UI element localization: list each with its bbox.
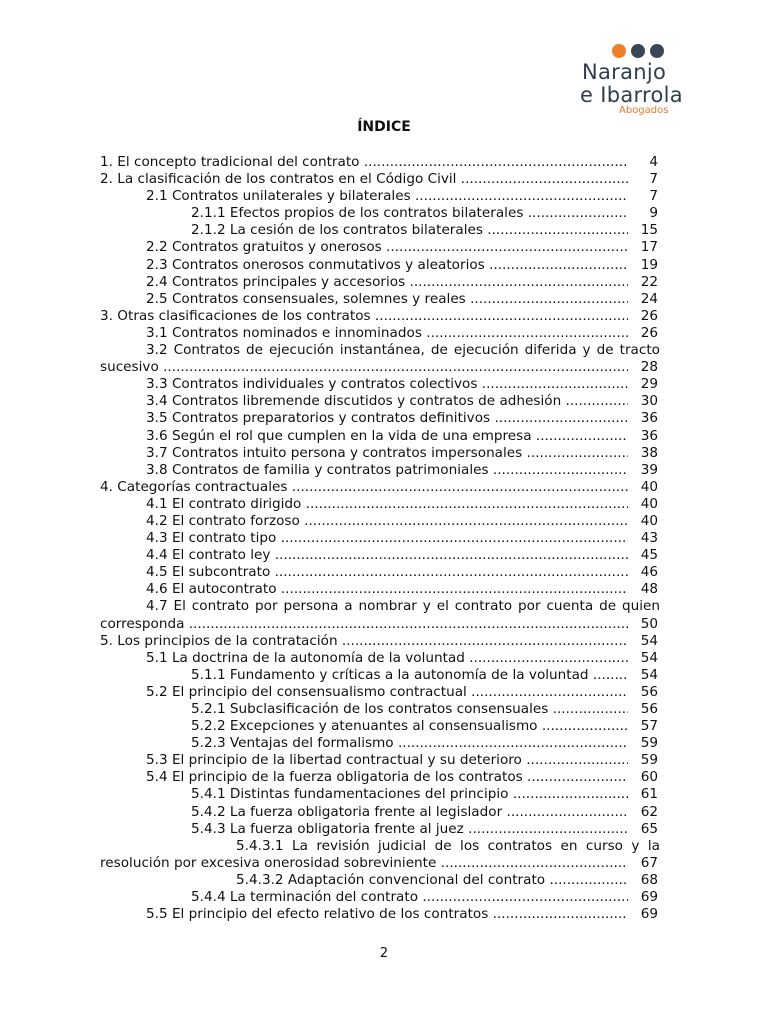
toc-entry[interactable] [100,804,660,821]
toc-entry-page: 38 [640,444,658,461]
toc-entry-line: 3.2 Contratos de ejecución instantánea, de ejecución diferida y de tracto [146,342,660,359]
toc-entry-page: 26 [640,324,658,341]
toc-entry[interactable] [100,530,660,547]
toc-entry-page: 17 [640,239,658,256]
toc-entry[interactable] [100,205,660,222]
toc-entry-text: 4.4 El contrato ley ..... [146,547,628,564]
toc-entry[interactable] [100,735,660,752]
toc-entry-text: 3.5 Contratos preparatorios y contratos definitivos ..... [146,410,628,427]
toc-entry-text: 3.6 Según el rol que cumplen en la vida de una empresa ..... [146,428,628,445]
toc-entry-page: 40 [640,478,658,495]
toc-entry-text: 2.1.2 La cesión de los contratos bilaterales ..... [191,222,628,239]
toc-entry[interactable] [100,718,660,735]
toc-entry-text: 4.6 El autocontrato ..... [146,581,628,598]
toc-entry-text: resolución por excesiva onerosidad sobreviniente ..... [100,855,628,872]
toc-entry-line: 5.4.3.1 La revisión judicial de los contratos en curso y la [236,837,660,854]
page-number: 2 [379,946,389,961]
toc-entry[interactable] [100,171,660,188]
toc-entry[interactable] [100,445,660,462]
toc-entry-text: corresponda ..... [100,616,628,633]
toc-entry-page: 22 [640,273,658,290]
toc-entry[interactable] [100,872,660,889]
toc-entry-page: 29 [640,376,658,393]
toc-entry[interactable] [100,633,660,650]
toc-entry-text: 5.4.3 La fuerza obligatoria frente al juez ..... [191,821,628,838]
toc-entry[interactable] [100,855,660,872]
toc-entry[interactable] [100,496,660,513]
toc-entry-text: 5.5 El principio del efecto relativo de los contratos ..... [146,906,628,923]
toc-entry[interactable] [100,564,660,581]
toc-entry-page: 40 [640,495,658,512]
toc-entry-page: 46 [640,564,658,581]
toc-entry-text: 4.5 El subcontrato ..... [146,564,628,581]
toc-entry[interactable] [100,547,660,564]
toc-entry[interactable] [100,222,660,239]
page-title: ÍNDICE [357,119,411,135]
toc-entry-text: 5.2 El principio del consensualismo contractual ..... [146,684,628,701]
table-of-contents [100,154,660,923]
toc-entry-text: 2.3 Contratos onerosos conmutativos y aleatorios ..... [146,257,628,274]
toc-entry-page: 60 [640,769,658,786]
toc-entry-page: 67 [640,854,658,871]
toc-entry-page: 36 [640,410,658,427]
toc-entry-page: 7 [649,188,658,205]
toc-entry-page: 62 [640,803,658,820]
toc-entry-text: 4.2 El contrato forzoso ..... [146,513,628,530]
toc-entry-page: 54 [640,649,658,666]
toc-entry[interactable] [100,667,660,684]
toc-entry-page: 65 [640,820,658,837]
toc-entry-text: sucesivo ..... [100,359,628,376]
toc-entry-text: 3.7 Contratos intuito persona y contratos impersonales ..... [146,445,628,462]
toc-entry-text: 5.2.3 Ventajas del formalismo ..... [191,735,628,752]
toc-entry-text: 5. Los principios de la contratación ..... [100,633,628,650]
toc-entry-text: 5.1 La doctrina de la autonomía de la voluntad ..... [146,650,628,667]
toc-entry-page: 4 [649,154,658,170]
toc-entry[interactable] [100,786,660,803]
logo-dots [612,44,700,58]
toc-entry-page: 69 [640,906,658,923]
toc-entry[interactable] [100,821,660,838]
toc-entry-page: 15 [640,222,658,239]
toc-entry[interactable] [100,154,660,171]
logo-name-line1: Naranjo [582,60,667,84]
logo-dot-dark [650,44,664,58]
toc-entry-text: 5.2.2 Excepciones y atenuantes al consensualismo ..... [191,718,628,735]
toc-entry-text: 2.5 Contratos consensuales, solemnes y reales ..... [146,291,628,308]
toc-entry[interactable] [100,906,660,923]
toc-entry[interactable] [100,701,660,718]
logo-name-line2: e Ibarrola [580,83,683,107]
toc-entry-page: 9 [649,205,658,222]
toc-entry-text: 2. La clasificación de los contratos en el Código Civil ..... [100,171,628,188]
toc-entry[interactable] [100,291,660,308]
toc-entry[interactable] [100,274,660,291]
toc-entry[interactable] [100,581,660,598]
toc-entry-page: 54 [640,632,658,649]
toc-entry-page: 28 [640,359,658,376]
toc-entry-text: 3.1 Contratos nominados e innominados ..... [146,325,628,342]
toc-entry-text: 5.4.3.2 Adaptación convencional del contrato ..... [236,872,628,889]
toc-entry-page: 30 [640,393,658,410]
toc-entry-text: 1. El concepto tradicional del contrato ..... [100,154,628,171]
toc-entry[interactable] [100,889,660,906]
toc-entry[interactable] [100,376,660,393]
toc-entry-page: 39 [640,461,658,478]
toc-entry[interactable] [100,479,660,496]
toc-entry[interactable] [100,393,660,410]
toc-entry[interactable] [100,188,660,205]
toc-entry-text: 2.2 Contratos gratuitos y onerosos ..... [146,239,628,256]
toc-entry-page: 57 [640,718,658,735]
toc-entry-text: 4. Categorías contractuales ..... [100,479,628,496]
toc-entry-text: 4.1 El contrato dirigido ..... [146,496,628,513]
toc-entry[interactable] [100,513,660,530]
toc-entry-page: 59 [640,735,658,752]
toc-entry-page: 26 [640,307,658,324]
toc-entry-text: 2.1.1 Efectos propios de los contratos bilaterales ..... [191,205,628,222]
toc-entry[interactable] [100,308,660,325]
toc-entry[interactable] [100,769,660,786]
toc-entry-text: 2.4 Contratos principales y accesorios ..... [146,274,628,291]
toc-entry-text: 2.1 Contratos unilaterales y bilaterales ..... [146,188,628,205]
toc-entry-text: 5.2.1 Subclasificación de los contratos consensuales ..... [191,701,628,718]
toc-entry[interactable] [100,325,660,342]
toc-entry-page: 19 [640,256,658,273]
toc-entry-page: 69 [640,889,658,906]
toc-entry-page: 54 [640,666,658,683]
toc-entry-page: 61 [640,786,658,803]
toc-entry[interactable] [100,239,660,256]
toc-entry-page: 36 [640,427,658,444]
toc-entry-page: 45 [640,547,658,564]
toc-entry[interactable] [100,616,660,633]
toc-entry[interactable] [100,752,660,769]
toc-entry-text: 3.8 Contratos de familia y contratos patrimoniales ..... [146,462,628,479]
toc-entry-text: 5.4.1 Distintas fundamentaciones del principio ..... [191,786,628,803]
toc-entry[interactable] [100,462,660,479]
toc-entry-page: 43 [640,530,658,547]
firm-logo [580,44,700,116]
toc-entry[interactable] [100,410,660,427]
toc-entry-page: 48 [640,581,658,598]
toc-entry[interactable] [100,684,660,701]
toc-entry-page: 56 [640,683,658,700]
toc-entry[interactable] [100,650,660,667]
toc-entry-page: 24 [640,290,658,307]
toc-entry-page: 7 [649,171,658,188]
toc-entry-text: 5.4.2 La fuerza obligatoria frente al legislador ..... [191,804,628,821]
toc-entry-line: 4.7 El contrato por persona a nombrar y el contrato por cuenta de quien [146,598,660,615]
logo-dot-dark [631,44,645,58]
toc-entry-text: 3. Otras clasificaciones de los contratos ..... [100,308,628,325]
toc-entry[interactable] [100,257,660,274]
toc-entry-text: 4.3 El contrato tipo ..... [146,530,628,547]
logo-dot-orange [612,44,626,58]
toc-entry-page: 40 [640,512,658,529]
toc-entry-text: 5.4.4 La terminación del contrato ..... [191,889,628,906]
toc-entry-text: 5.4 El principio de la fuerza obligatoria de los contratos ..... [146,769,628,786]
toc-entry-page: 56 [640,701,658,717]
toc-entry[interactable] [100,359,660,376]
toc-entry-text: 5.3 El principio de la libertad contractual y su deterioro ..... [146,752,628,769]
toc-entry-page: 59 [640,752,658,769]
toc-entry-text: 5.1.1 Fundamento y críticas a la autonomía de la voluntad ..... [191,667,628,684]
toc-entry-text: 3.4 Contratos libremende discutidos y contratos de adhesión ..... [146,393,628,410]
toc-entry-text: 3.3 Contratos individuales y contratos colectivos ..... [146,376,628,393]
toc-entry[interactable] [100,428,660,445]
toc-entry-page: 68 [640,871,658,888]
toc-entry-page: 50 [640,615,658,632]
logo-subtitle: Abogados [619,105,669,116]
